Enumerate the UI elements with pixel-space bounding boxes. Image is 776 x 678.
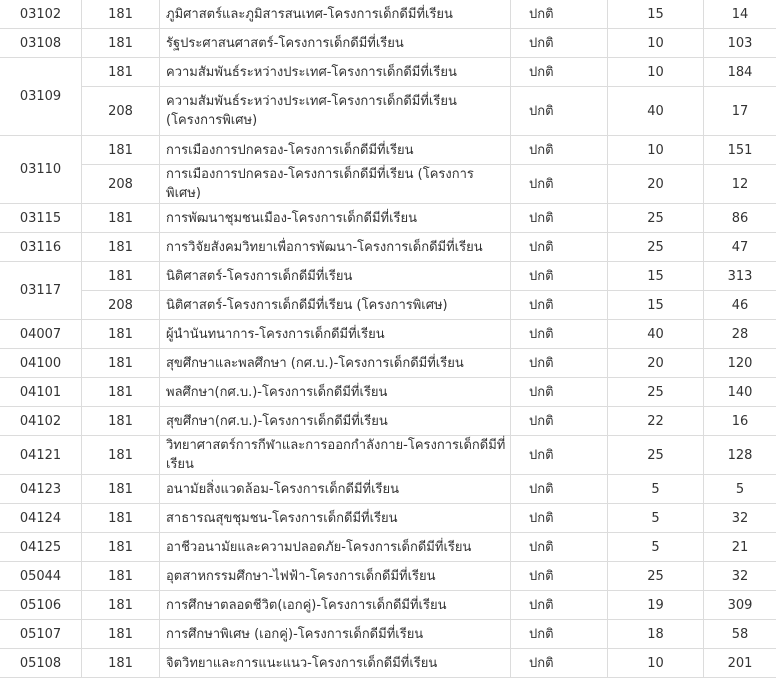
seats-cell: 25 <box>608 436 704 475</box>
group-code-cell: 181 <box>82 204 160 233</box>
program-code-cell: 03116 <box>0 233 82 262</box>
seats-cell: 10 <box>608 58 704 87</box>
condition-cell: ปกติ <box>511 58 608 87</box>
program-title-cell: จิตวิทยาและการแนะแนว-โครงการเด็กดีมีที่เรียน <box>160 649 511 678</box>
table-row <box>0 591 776 620</box>
table-row <box>0 378 776 407</box>
applicants-cell: 86 <box>704 204 776 233</box>
applicants-cell: 201 <box>704 649 776 678</box>
group-code-cell: 181 <box>82 504 160 533</box>
seats-cell: 15 <box>608 262 704 291</box>
seats-cell: 10 <box>608 29 704 58</box>
program-title-cell: อุตสาหกรรมศึกษา-ไฟฟ้า-โครงการเด็กดีมีที่เรียน <box>160 562 511 591</box>
condition-cell: ปกติ <box>511 262 608 291</box>
table-row <box>0 87 776 136</box>
program-title-cell: สาธารณสุขชุมชน-โครงการเด็กดีมีที่เรียน <box>160 504 511 533</box>
program-code-cell: 05106 <box>0 591 82 620</box>
program-title-cell: การเมืองการปกครอง-โครงการเด็กดีมีที่เรียน (โครงการพิเศษ) <box>160 165 511 204</box>
group-code-cell: 181 <box>82 562 160 591</box>
condition-cell: ปกติ <box>511 136 608 165</box>
seats-cell: 40 <box>608 320 704 349</box>
applicants-cell: 58 <box>704 620 776 649</box>
table-row <box>0 533 776 562</box>
condition-cell: ปกติ <box>511 204 608 233</box>
condition-cell: ปกติ <box>511 591 608 620</box>
seats-cell: 22 <box>608 407 704 436</box>
table-row <box>0 320 776 349</box>
program-code-cell: 04124 <box>0 504 82 533</box>
applicants-cell: 151 <box>704 136 776 165</box>
program-code-cell: 03115 <box>0 204 82 233</box>
program-code-cell: 03102 <box>0 0 82 29</box>
table-row <box>0 349 776 378</box>
condition-cell: ปกติ <box>511 29 608 58</box>
program-title-cell: การเมืองการปกครอง-โครงการเด็กดีมีที่เรียน <box>160 136 511 165</box>
program-title-cell: สุขศึกษา(กศ.บ.)-โครงการเด็กดีมีที่เรียน <box>160 407 511 436</box>
program-title-cell: การศึกษาตลอดชีวิต(เอกคู่)-โครงการเด็กดีมีที่เรียน <box>160 591 511 620</box>
seats-cell: 25 <box>608 378 704 407</box>
table-row <box>0 262 776 291</box>
program-title-cell: อนามัยสิ่งแวดล้อม-โครงการเด็กดีมีที่เรียน <box>160 475 511 504</box>
condition-cell: ปกติ <box>511 436 608 475</box>
group-code-cell: 181 <box>82 475 160 504</box>
program-title-cell: การศึกษาพิเศษ (เอกคู่)-โครงการเด็กดีมีที่เรียน <box>160 620 511 649</box>
applicants-cell: 5 <box>704 475 776 504</box>
applicants-cell: 140 <box>704 378 776 407</box>
applicants-cell: 32 <box>704 504 776 533</box>
table-row <box>0 204 776 233</box>
condition-cell: ปกติ <box>511 378 608 407</box>
applicants-cell: 128 <box>704 436 776 475</box>
condition-cell: ปกติ <box>511 620 608 649</box>
program-code-cell: 05107 <box>0 620 82 649</box>
group-code-cell: 181 <box>82 136 160 165</box>
program-title-cell: อาชีวอนามัยและความปลอดภัย-โครงการเด็กดีมีที่เรียน <box>160 533 511 562</box>
program-title-cell: วิทยาศาสตร์การกีฬาและการออกกำลังกาย-โครงการเด็กดีมีที่เรียน <box>160 436 511 475</box>
program-code-cell: 05108 <box>0 649 82 678</box>
group-code-cell: 181 <box>82 262 160 291</box>
group-code-cell: 181 <box>82 0 160 29</box>
group-code-cell: 181 <box>82 436 160 475</box>
condition-cell: ปกติ <box>511 233 608 262</box>
table-row <box>0 407 776 436</box>
condition-cell: ปกติ <box>511 349 608 378</box>
applicants-cell: 21 <box>704 533 776 562</box>
condition-cell: ปกติ <box>511 165 608 204</box>
program-title-cell: สุขศึกษาและพลศึกษา (กศ.บ.)-โครงการเด็กดีมีที่เรียน <box>160 349 511 378</box>
program-title-cell: นิติศาสตร์-โครงการเด็กดีมีที่เรียน <box>160 262 511 291</box>
program-title-cell: การพัฒนาชุมชนเมือง-โครงการเด็กดีมีที่เรียน <box>160 204 511 233</box>
program-code-cell: 04102 <box>0 407 82 436</box>
program-code-cell: 03108 <box>0 29 82 58</box>
seats-cell: 10 <box>608 649 704 678</box>
program-code-cell: 04007 <box>0 320 82 349</box>
program-code-cell: 05044 <box>0 562 82 591</box>
condition-cell: ปกติ <box>511 407 608 436</box>
applicants-cell: 16 <box>704 407 776 436</box>
group-code-cell: 181 <box>82 58 160 87</box>
applicants-cell: 17 <box>704 87 776 136</box>
seats-cell: 5 <box>608 504 704 533</box>
condition-cell: ปกติ <box>511 504 608 533</box>
group-code-cell: 181 <box>82 407 160 436</box>
seats-cell: 25 <box>608 562 704 591</box>
program-title-cell: พลศึกษา(กศ.บ.)-โครงการเด็กดีมีที่เรียน <box>160 378 511 407</box>
condition-cell: ปกติ <box>511 87 608 136</box>
applicants-cell: 12 <box>704 165 776 204</box>
applicants-cell: 313 <box>704 262 776 291</box>
condition-cell: ปกติ <box>511 533 608 562</box>
program-title-cell: รัฐประศาสนศาสตร์-โครงการเด็กดีมีที่เรียน <box>160 29 511 58</box>
table-row <box>0 136 776 165</box>
table-row <box>0 649 776 678</box>
applicants-cell: 46 <box>704 291 776 320</box>
seats-cell: 5 <box>608 533 704 562</box>
program-code-cell: 04101 <box>0 378 82 407</box>
program-title-cell: ผู้นำนันทนาการ-โครงการเด็กดีมีที่เรียน <box>160 320 511 349</box>
condition-cell: ปกติ <box>511 475 608 504</box>
group-code-cell: 208 <box>82 291 160 320</box>
condition-cell: ปกติ <box>511 0 608 29</box>
condition-cell: ปกติ <box>511 649 608 678</box>
program-code-cell: 04100 <box>0 349 82 378</box>
program-title-cell: ภูมิศาสตร์และภูมิสารสนเทศ-โครงการเด็กดีมีที่เรียน <box>160 0 511 29</box>
applicants-cell: 28 <box>704 320 776 349</box>
table-row <box>0 165 776 204</box>
condition-cell: ปกติ <box>511 320 608 349</box>
table-row <box>0 291 776 320</box>
table-row <box>0 620 776 649</box>
group-code-cell: 181 <box>82 649 160 678</box>
program-code-cell: 04123 <box>0 475 82 504</box>
seats-cell: 5 <box>608 475 704 504</box>
applicants-cell: 184 <box>704 58 776 87</box>
program-code-cell: 04125 <box>0 533 82 562</box>
program-title-cell: ความสัมพันธ์ระหว่างประเทศ-โครงการเด็กดีมีที่เรียน <box>160 58 511 87</box>
seats-cell: 18 <box>608 620 704 649</box>
group-code-cell: 208 <box>82 165 160 204</box>
applicants-cell: 103 <box>704 29 776 58</box>
applicants-cell: 120 <box>704 349 776 378</box>
group-code-cell: 181 <box>82 29 160 58</box>
seats-cell: 25 <box>608 204 704 233</box>
group-code-cell: 181 <box>82 349 160 378</box>
table-row <box>0 29 776 58</box>
applicants-cell: 309 <box>704 591 776 620</box>
seats-cell: 15 <box>608 0 704 29</box>
group-code-cell: 208 <box>82 87 160 136</box>
seats-cell: 10 <box>608 136 704 165</box>
condition-cell: ปกติ <box>511 291 608 320</box>
seats-cell: 19 <box>608 591 704 620</box>
table-row <box>0 233 776 262</box>
group-code-cell: 181 <box>82 233 160 262</box>
applicants-cell: 32 <box>704 562 776 591</box>
applicants-cell: 14 <box>704 0 776 29</box>
group-code-cell: 181 <box>82 591 160 620</box>
program-code-cell: 03110 <box>0 136 82 204</box>
group-code-cell: 181 <box>82 620 160 649</box>
table-row <box>0 58 776 87</box>
program-title-cell: นิติศาสตร์-โครงการเด็กดีมีที่เรียน (โครงการพิเศษ) <box>160 291 511 320</box>
program-code-cell: 04121 <box>0 436 82 475</box>
seats-cell: 20 <box>608 349 704 378</box>
table-row <box>0 436 776 475</box>
program-title-cell: การวิจัยสังคมวิทยาเพื่อการพัฒนา-โครงการเด็กดีมีที่เรียน <box>160 233 511 262</box>
applicants-cell: 47 <box>704 233 776 262</box>
condition-cell: ปกติ <box>511 562 608 591</box>
table-row <box>0 475 776 504</box>
seats-cell: 15 <box>608 291 704 320</box>
table-row <box>0 0 776 29</box>
table-row <box>0 562 776 591</box>
program-code-cell: 03117 <box>0 262 82 320</box>
group-code-cell: 181 <box>82 378 160 407</box>
seats-cell: 20 <box>608 165 704 204</box>
seats-cell: 25 <box>608 233 704 262</box>
table-row <box>0 504 776 533</box>
group-code-cell: 181 <box>82 320 160 349</box>
program-code-cell: 03109 <box>0 58 82 136</box>
group-code-cell: 181 <box>82 533 160 562</box>
seats-cell: 40 <box>608 87 704 136</box>
program-title-cell: ความสัมพันธ์ระหว่างประเทศ-โครงการเด็กดีมีที่เรียน (โครงการพิเศษ) <box>160 87 511 136</box>
